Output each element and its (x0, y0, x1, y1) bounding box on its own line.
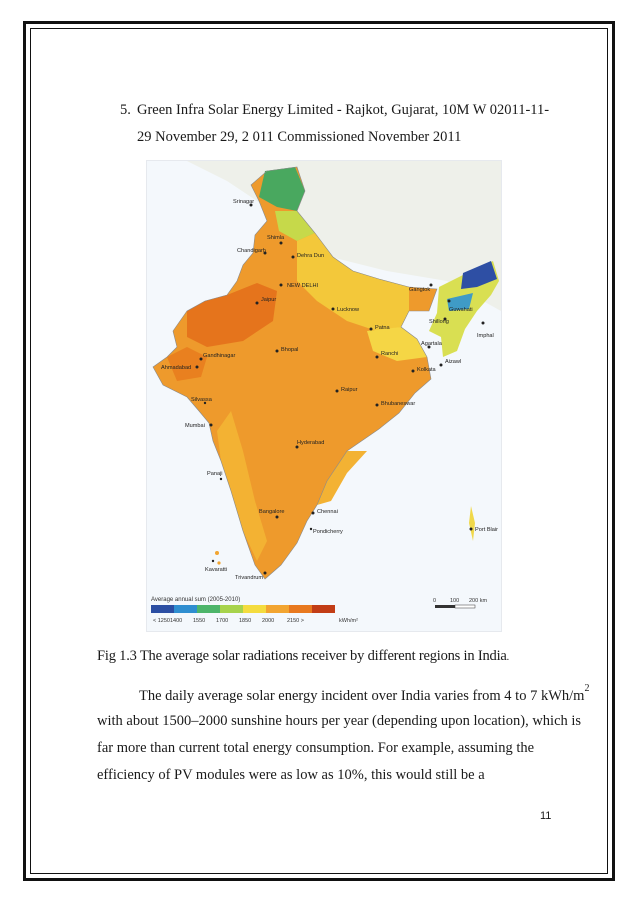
city-dot (440, 364, 443, 367)
city-dot (276, 516, 279, 519)
figure-caption (97, 648, 509, 665)
legend-label: 1850 (239, 618, 252, 624)
legend-label: 2150 > (287, 618, 304, 624)
city-label: Mumbai (185, 423, 205, 429)
city-label: Hyderabad (297, 440, 325, 446)
city-label: Raipur (341, 387, 358, 393)
city-label: Gandhinagar (203, 353, 236, 359)
city-label: Shimla (267, 235, 285, 241)
city-label: Guwahati (449, 307, 473, 313)
city-dot (370, 328, 373, 331)
legend-unit: kWh/m² (339, 618, 358, 624)
list-text-line-1: Green Infra Solar Energy Limited - Rajkot, Gujarat, 10M W 02011-11- (137, 102, 550, 118)
paragraph-line-3: far more than current total energy consumption. For example, assuming the (97, 740, 535, 756)
city-label: Patna (375, 325, 390, 331)
city-label: Panaji (207, 471, 223, 477)
city-label: Port Blair (475, 527, 499, 533)
city-dot (292, 256, 295, 259)
city-dot (264, 572, 267, 575)
scale-label: 100 (450, 598, 460, 604)
city-dot (332, 308, 335, 311)
city-label: Chandigarh (237, 248, 266, 254)
city-label: Jaipur (261, 297, 277, 303)
city-label: Agartala (421, 341, 442, 347)
city-label: NEW DELHI (287, 283, 319, 289)
legend-swatch (312, 605, 335, 613)
city-label: Ahmadabad (161, 365, 192, 371)
superscript: 2 (584, 683, 590, 694)
city-dot (336, 390, 339, 393)
city-label: Lucknow (337, 307, 360, 313)
city-label: Silvassa (191, 397, 212, 403)
city-dot (212, 560, 214, 562)
city-dot (196, 366, 199, 369)
city-dot (376, 356, 379, 359)
page-number: 11 (540, 810, 552, 822)
list-text-line-2: 29 November 29, 2 011 Commissioned November 2011 (137, 129, 462, 145)
city-dot (280, 284, 283, 287)
city-dot (412, 370, 415, 373)
legend-swatch (243, 605, 266, 613)
legend-title: Average annual sum (2005-2010) (151, 597, 241, 603)
city-dot (210, 424, 213, 427)
list-number: 5. (120, 102, 131, 118)
city-label: Bangalore (259, 509, 285, 515)
paragraph-line-4: efficiency of PV modules were as low as 10%, this would still be a (97, 767, 485, 783)
city-dot (276, 350, 279, 353)
legend-label: 2000 (262, 618, 275, 624)
city-label: Gangtok (409, 287, 431, 293)
city-dot (312, 512, 315, 515)
city-dot (256, 302, 259, 305)
city-dot (220, 478, 222, 480)
city-label: Bhubaneswar (381, 401, 416, 407)
city-label: Dehra Dun (297, 253, 325, 259)
city-label: Kavaratti (205, 567, 228, 573)
legend-swatch (151, 605, 174, 613)
scale-label: 200 km (469, 598, 488, 604)
legend-swatch (197, 605, 220, 613)
city-dot (280, 242, 283, 245)
city-label: Pondicherry (313, 529, 343, 535)
city-dot (482, 322, 485, 325)
legend-swatch (174, 605, 197, 613)
city-label: Aizawl (445, 359, 462, 365)
city-label: Kolkata (417, 367, 436, 373)
paragraph-line-1-text: The daily average solar energy incident over India varies from 4 to 7 kWh/m (139, 687, 585, 704)
city-dot (310, 528, 312, 530)
figure-caption-period: . (506, 652, 509, 663)
city-label: Trivandrum (235, 575, 264, 581)
legend-label: < 1250 (153, 618, 170, 624)
city-label: Imphal (477, 333, 494, 339)
figure-caption-text: Fig 1.3 The average solar radiations receiver by different regions in India (97, 648, 507, 664)
legend-swatch (220, 605, 243, 613)
legend-swatch (266, 605, 289, 613)
city-label: Srinagar (233, 199, 255, 205)
legend-swatch (289, 605, 312, 613)
paragraph-line-1 (139, 683, 590, 705)
city-dot (470, 528, 473, 531)
india-solar-map (146, 160, 502, 632)
city-dot (376, 404, 379, 407)
legend-label: 1550 (193, 618, 206, 624)
list-text (137, 97, 567, 151)
city-label: Chennai (317, 509, 338, 515)
city-label: Ranchi (381, 351, 399, 357)
city-label: Shillong (429, 319, 449, 325)
legend-label: 1700 (216, 618, 229, 624)
city-label: Bhopal (281, 347, 299, 353)
paragraph-line-2: with about 1500–2000 sunshine hours per year (depending upon location), which is (97, 713, 582, 729)
scale-label: 0 (433, 598, 437, 604)
legend-label: 1400 (170, 618, 183, 624)
city-dot (448, 300, 451, 303)
